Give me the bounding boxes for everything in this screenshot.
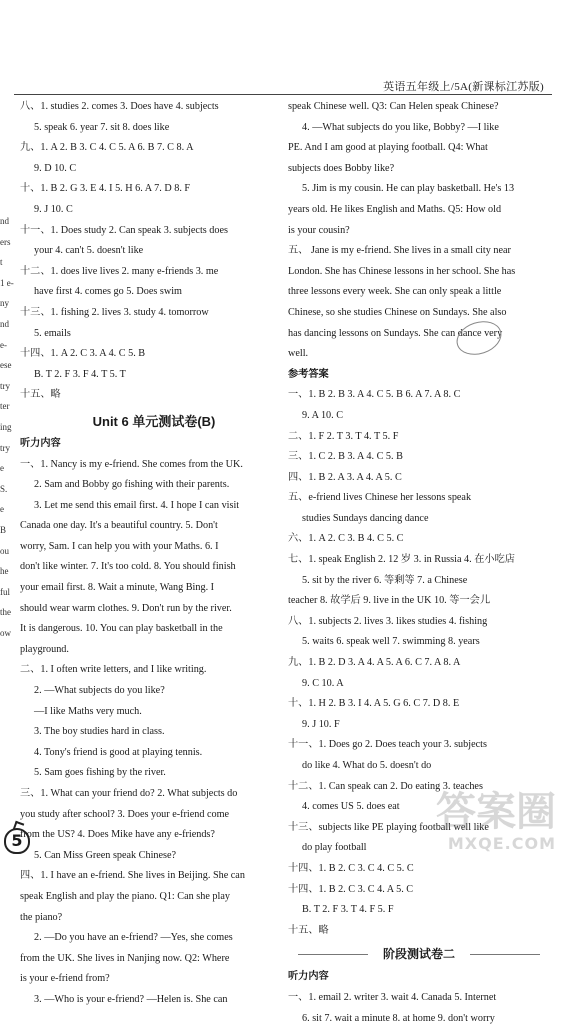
answer-line: do like 4. What do 5. doesn't do [302,760,432,771]
transcript-line: PE. And I am good at playing football. Q4: What [288,142,488,154]
answer-line: 5. sit by the river 6. 等剩等 7. a Chinese [302,574,468,586]
edge-fragment: he [0,566,9,577]
header-rule [14,94,552,95]
listening-heading-2: 听力内容 [288,971,329,983]
transcript-line: three lessons every week. She can only speak a little [288,286,502,298]
transcript-line: 一、1. email 2. writer 3. wait 4. Canada 5. Internet [288,991,497,1003]
answer-line: 十二、1. Can speak can 2. Do eating 3. teaches [288,780,483,792]
transcript-line: don't like winter. 7. It's too cold. 8. You should finish [20,561,236,573]
unit-title: Unit 6 单元测试卷(B) [92,413,216,429]
answer-line: have first 4. comes go 5. Does swim [34,286,182,298]
watermark-logo [376,788,556,852]
answer-line: 9. C 10. A [302,677,344,689]
transcript-line: 四、1. I have an e-friend. She lives in Beijing. She can [20,870,245,882]
transcript-line: years old. He likes English and Maths. Q5: How old [288,203,502,215]
answer-line: B. T 2. F 3. F 4. T 5. T [34,368,126,380]
edge-fragment: 1 e- [0,277,14,288]
running-header: 英语五年级上/5A(新课标江苏版) [383,81,544,93]
transcript-line: 五、 Jane is my e-friend. She lives in a small city near [288,245,511,257]
transcript-line: 3. Let me send this email first. 4. I hope I can visit [34,499,240,511]
edge-fragment: nd [0,216,9,226]
transcript-line: Canada one day. It's a beautiful country. 5. Don't [20,520,218,532]
answer-line: 五、e-friend lives Chinese her lessons speak [288,492,472,504]
right-column [288,97,550,1029]
edge-fragment: ou [0,545,9,556]
left-column [20,97,288,1011]
transcript-line: you study after school? 3. Does your e-friend come [20,808,230,820]
transcript-line: from the US? 4. Does Mike have any e-friends? [20,829,215,841]
transcript-line: well. [288,348,309,360]
transcript-line: 5. Sam goes fishing by the river. [34,767,166,779]
edge-fragment: nd [0,318,9,329]
stage-test-listening [288,988,550,1029]
transcript-line: 6. sit 7. wait a minute 8. at home 9. don't worry [302,1012,495,1024]
answer-line: 十三、subjects like PE playing football well like [288,821,489,833]
previous-answers [20,97,288,406]
edge-fragment: ter [0,401,10,412]
transcript-line: 一、1. Nancy is my e-friend. She comes from the UK. [20,458,243,470]
edge-fragment: try [0,380,10,391]
listening-transcript-continued [288,97,550,365]
transcript-line: from the UK. She lives in Nanjing now. Q2: Where [20,952,230,964]
answer-line: B. T 2. F 3. T 4. F 5. F [302,904,394,916]
edge-fragment: ing [0,421,12,432]
stage-test-title: 阶段测试卷二 [288,941,550,967]
answer-line: 9. J 10. F [302,718,340,730]
transcript-line: —I like Maths very much. [34,705,142,717]
transcript-line: speak English and play the piano. Q1: Can she play [20,890,230,902]
answer-line: 十二、1. does live lives 2. many e-friends 3. me [20,265,219,277]
edge-fragment: ese [0,360,12,371]
answer-line: 5. speak 6. year 7. sit 8. does like [34,121,170,133]
answer-line: your 4. can't 5. doesn't like [34,245,144,257]
transcript-line: the piano? [20,911,63,923]
transcript-line: 3. The boy studies hard in class. [34,726,165,738]
transcript-line: 4. Tony's friend is good at playing tennis. [34,746,203,758]
answer-line: 十五、略 [288,924,329,936]
answer-line: 九、1. A 2. B 3. C 4. C 5. A 6. B 7. C 8. A [20,142,194,154]
apple-page-number-icon [4,828,30,854]
answer-line: 四、1. B 2. A 3. A 4. A 5. C [288,471,402,483]
transcript-line: is your e-friend from? [20,973,110,985]
edge-fragment: e [0,463,4,474]
transcript-line: speak Chinese well. Q3: Can Helen speak Chinese? [288,101,499,112]
answer-line: teacher 8. 故学后 9. live in the UK 10. 等一会儿 [288,595,491,607]
transcript-line: 5. Can Miss Green speak Chinese? [34,849,177,861]
answer-line: 十四、1. A 2. C 3. A 4. C 5. B [20,348,146,360]
answer-line: 十三、1. fishing 2. lives 3. study 4. tomorrow [20,306,209,318]
answer-line: 十一、1. Does go 2. Does teach your 3. subjects [288,739,487,751]
answer-line: 十、1. H 2. B 3. I 4. A 5. G 6. C 7. D 8. E [288,698,460,710]
answer-line: 4. comes US 5. does eat [302,801,400,813]
answer-line: 9. A 10. C [302,409,344,421]
edge-fragment: B [0,524,7,535]
answer-line: 9. D 10. C [34,162,77,174]
answer-line: 一、1. B 2. B 3. A 4. C 5. B 6. A 7. A 8. C [288,389,461,401]
transcript-line: 二、1. I often write letters, and I like writing. [20,664,207,676]
transcript-line: worry, Sam. I can help you with your Maths. 6. I [20,540,219,552]
transcript-line: 2. —Do you have an e-friend? —Yes, she comes [34,932,233,944]
answer-line: 八、1. subjects 2. lives 3. likes studies 4. fishing [288,615,488,627]
edge-fragment: e [0,504,4,515]
edge-fragment: t [0,257,3,268]
transcript-line: playground. [20,643,69,655]
answer-line: 八、1. studies 2. comes 3. Does have 4. subjects [20,101,219,112]
transcript-line: Chinese, so she studies Chinese on Sundays. She also [288,306,507,318]
answer-line: 二、1. F 2. T 3. T 4. T 5. F [288,430,399,442]
edge-fragment: ful [0,586,10,597]
edge-fragment: e- [0,339,7,350]
answer-line: 九、1. B 2. D 3. A 4. A 5. A 6. C 7. A 8. A [288,657,461,669]
transcript-line: It is dangerous. 10. You can play basketball in the [20,623,223,635]
edge-fragment: ow [0,627,11,638]
answer-key [288,385,550,941]
adjacent-page-edge [0,215,14,647]
watermark-url: MXQE.COM [447,834,556,852]
transcript-line: 2. Sam and Bobby go fishing with their parents. [34,479,230,491]
transcript-line: 三、1. What can your friend do? 2. What subjects do [20,788,238,799]
answer-line: studies Sundays dancing dance [302,512,429,524]
answer-line: 5. emails [34,327,71,339]
edge-fragment: the [0,607,11,618]
watermark-text: 答案圈 [436,789,556,835]
answer-line: 十、1. B 2. G 3. E 4. I 5. H 6. A 7. D 8. F [20,183,191,195]
answer-line: 十四、1. B 2. C 3. C 4. A 5. C [288,883,414,895]
answer-line: 十一、1. Does study 2. Can speak 3. subjects does [20,224,228,236]
edge-fragment: S. [0,483,8,494]
edge-fragment: ny [0,298,9,309]
transcript-line: subjects does Bobby like? [288,162,395,174]
listening-transcript [20,455,288,1011]
transcript-line: London. She has Chinese lessons in her school. She has [288,265,516,277]
transcript-line: 2. —What subjects do you like? [34,685,165,697]
answer-line: 七、1. speak English 2. 12 岁 3. in Russia 4. 在小吃店 [288,554,515,566]
answer-line: 9. J 10. C [34,203,73,215]
transcript-line: 3. —Who is your e-friend? —Helen is. She can [34,993,228,1005]
answer-line: 十四、1. B 2. C 3. C 4. C 5. C [288,862,414,874]
answer-line: 十五、略 [20,389,61,401]
edge-fragment: ers [0,236,11,247]
transcript-line: has dancing lessons on Sundays. She can dance very [288,327,503,339]
answer-line: 5. waits 6. speak well 7. swimming 8. years [302,636,480,648]
transcript-line: is your cousin? [288,224,350,236]
answer-line: 三、1. C 2. B 3. A 4. C 5. B [288,451,403,463]
answers-heading: 参考答案 [288,368,329,380]
listening-heading: 听力内容 [20,437,61,449]
edge-fragment: try [0,442,10,453]
answer-line: 六、1. A 2. C 3. B 4. C 5. C [288,533,404,545]
page-number: 5 [11,831,23,850]
transcript-line: 4. —What subjects do you like, Bobby? —I like [302,121,499,133]
answer-line: do play football [302,842,367,854]
transcript-line: should wear warm clothes. 9. Don't run by the river. [20,602,232,614]
transcript-line: 5. Jim is my cousin. He can play basketball. He's 13 [302,183,515,195]
transcript-line: your email first. 8. Wait a minute, Wang Bing. I [20,582,215,594]
